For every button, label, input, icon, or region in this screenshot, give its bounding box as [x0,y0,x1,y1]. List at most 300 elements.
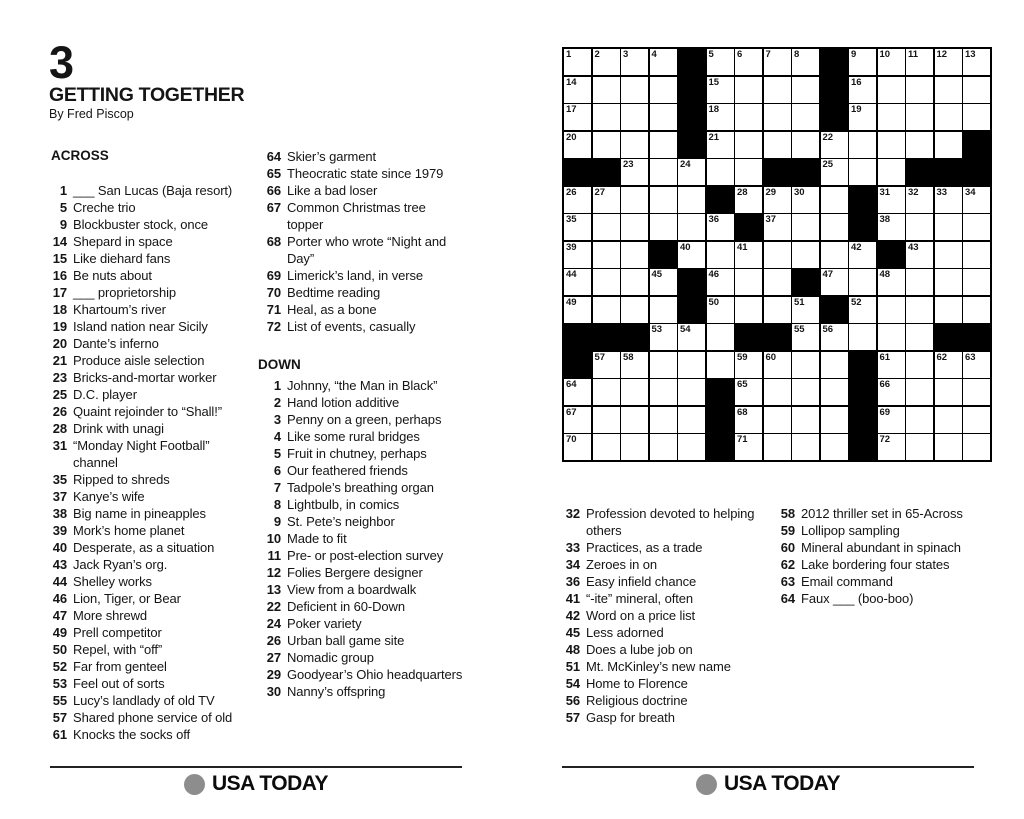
grid-cell-number: 37 [765,214,777,225]
grid-cell [678,434,705,460]
clue-text: Lightbulb, in comics [287,497,400,512]
grid-cell-number: 66 [879,379,891,390]
grid-cell [564,214,591,240]
grid-cell-number: 47 [822,269,834,280]
clue-number: 72 [266,319,281,334]
clue-text: Profession devoted to helping others [586,506,755,538]
clue-number: 30 [266,684,281,699]
clue-item [51,352,251,369]
clue-number: 5 [59,200,67,215]
grid-cell-black [792,269,819,295]
usatoday-logo-text: USA TODAY [723,772,841,795]
clue-text: Goodyear’s Ohio headquarters [287,667,463,682]
grid-cell [935,187,962,213]
grid-cell-number: 21 [708,131,720,143]
grid-cell [650,297,677,323]
clue-item [258,581,463,598]
grid-cell [792,104,819,130]
clue-text: Lucy’s landlady of old TV [73,693,215,708]
grid-cell [906,434,933,460]
usatoday-logo-left [50,772,462,796]
clue-number: 43 [52,557,67,572]
grid-cell [878,104,905,130]
grid-cell-number: 68 [737,406,748,418]
clue-item [772,539,1010,556]
grid-cell-number: 45 [651,269,663,280]
grid-cell-number: 48 [879,269,891,280]
clue-number: 6 [273,463,281,478]
grid-cell [906,77,933,103]
clue-number: 4 [273,429,281,444]
clue-item [51,369,251,386]
grid-cell [963,407,990,433]
clue-text: Bedtime reading [287,285,381,300]
clue-item [51,624,251,641]
grid-cell [764,434,791,460]
grid-cell [935,242,962,268]
grid-cell [707,297,734,323]
grid-cell [593,269,620,295]
grid-cell-number: 35 [566,214,577,225]
clue-text: Tadpole’s breathing organ [287,480,434,495]
grid-cell [593,132,620,158]
grid-cell [878,269,905,295]
usatoday-globe-icon [184,774,205,795]
grid-cell-black [678,104,705,130]
clue-text: D.C. player [73,387,137,402]
clue-number: 67 [266,200,281,215]
grid-cell [564,132,591,158]
grid-cell [792,187,819,213]
grid-cell [935,104,962,130]
clue-item [258,394,463,411]
clue-text: Religious doctrine [586,693,688,708]
grid-cell-number: 49 [566,296,577,308]
clue-number: 46 [52,591,67,606]
grid-cell [878,324,905,350]
grid-cell-number: 38 [879,214,891,225]
clue-text: Kanye’s wife [73,489,145,504]
clue-text: Ripped to shreds [73,472,170,487]
grid-cell-number: 11 [908,49,919,60]
grid-cell-black [564,352,591,378]
clue-item [561,641,779,658]
grid-cell [849,77,876,103]
grid-cell [792,214,819,240]
clue-text: Desperate, as a situation [73,540,215,555]
clue-text: Theocratic state since 1979 [287,166,444,181]
clue-item [258,598,463,615]
grid-cell [792,242,819,268]
clue-text: Far from genteel [73,659,167,674]
grid-cell [963,104,990,130]
grid-cell [792,407,819,433]
grid-cell-black [707,379,734,405]
grid-cell [906,132,933,158]
grid-cell [678,242,705,268]
grid-cell [564,407,591,433]
clue-number: 28 [52,421,67,436]
clue-item [258,377,463,394]
clue-item [258,615,463,632]
clue-text: Lion, Tiger, or Bear [73,591,181,606]
grid-cell-number: 33 [936,186,948,198]
clue-number: 54 [565,676,580,691]
grid-cell-black [678,297,705,323]
grid-cell-number: 7 [765,49,771,60]
grid-cell [792,77,819,103]
clue-number: 61 [52,727,67,742]
grid-cell-number: 5 [708,49,714,60]
grid-cell [878,187,905,213]
clue-item [258,547,463,564]
clue-number: 55 [52,693,67,708]
clue-item [258,267,463,284]
grid-cell-number: 30 [794,186,805,198]
clue-number: 9 [59,217,67,232]
grid-cell-number: 50 [708,296,720,308]
grid-cell [821,352,848,378]
clue-number: 20 [52,336,67,351]
across-heading: ACROSS [51,148,109,163]
grid-cell [792,49,819,75]
grid-cell [650,49,677,75]
grid-cell [878,49,905,75]
clue-item [258,284,463,301]
clue-text: Less adorned [586,625,664,640]
grid-cell-number: 17 [566,104,577,115]
grid-cell [621,379,648,405]
clue-number: 49 [52,625,67,640]
clue-number: 27 [266,650,281,665]
grid-cell [935,77,962,103]
grid-cell-black [963,324,990,350]
grid-cell-number: 39 [566,241,577,253]
clue-item [51,692,251,709]
clue-item [772,590,1010,607]
clue-text: Mork’s home planet [73,523,185,538]
grid-cell [678,159,705,185]
clue-text: View from a boardwalk [287,582,417,597]
clue-number: 50 [52,642,67,657]
grid-cell [735,132,762,158]
grid-cell-number: 53 [651,324,663,335]
right-clue-column-1 [561,505,779,726]
grid-cell-number: 15 [708,76,720,88]
grid-cell [935,49,962,75]
grid-cell [621,269,648,295]
grid-cell [621,434,648,460]
grid-cell [593,407,620,433]
clue-text: Creche trio [73,200,136,215]
grid-cell [650,407,677,433]
grid-cell-number: 62 [936,351,948,363]
grid-cell-black [735,214,762,240]
clue-text: Shepard in space [73,234,173,249]
clue-number: 5 [273,446,281,461]
grid-cell [764,379,791,405]
grid-cell [906,269,933,295]
clue-number: 31 [52,438,67,453]
grid-cell-number: 60 [765,351,777,363]
clue-item [561,675,779,692]
clue-item [51,726,251,743]
clue-text: St. Pete’s neighbor [287,514,395,529]
grid-cell [792,352,819,378]
clue-number: 10 [266,531,281,546]
clue-number: 37 [52,489,67,504]
grid-cell [821,132,848,158]
clue-text: Quaint rejoinder to “Shall!” [73,404,222,419]
grid-cell [963,242,990,268]
clue-item [51,318,251,335]
down-heading: DOWN [258,357,301,372]
right-footer-rule [562,766,974,768]
clue-text: 2012 thriller set in 65-Across [801,506,963,521]
clue-text: Blockbuster stock, once [73,217,208,232]
grid-cell-number: 20 [566,131,577,143]
grid-cell [650,77,677,103]
clue-number: 26 [52,404,67,419]
clue-item [258,564,463,581]
grid-cell-number: 67 [566,406,577,418]
grid-cell-black [707,434,734,460]
grid-cell-number: 63 [965,351,976,363]
grid-cell-black [678,269,705,295]
clue-text: ___ proprietorship [73,285,176,300]
clue-number: 39 [52,523,67,538]
grid-cell [707,104,734,130]
grid-cell [650,434,677,460]
clue-text: Drink with unagi [73,421,164,436]
clue-text: Practices, as a trade [586,540,703,555]
clue-item [561,505,779,539]
grid-cell [878,214,905,240]
clue-number: 12 [266,565,281,580]
grid-cell [564,434,591,460]
right-clue-column-2 [772,505,1010,607]
clue-text: Easy infield chance [586,574,697,589]
grid-cell [735,379,762,405]
clue-item [258,301,463,318]
clue-item [561,556,779,573]
clue-text: Mt. McKinley’s new name [586,659,731,674]
grid-cell [735,434,762,460]
grid-cell [849,242,876,268]
grid-cell [593,297,620,323]
clue-item [258,428,463,445]
grid-cell [650,352,677,378]
crossword-grid [562,47,992,462]
grid-cell [764,242,791,268]
clue-text: Made to fit [287,531,347,546]
grid-cell-black [735,324,762,350]
grid-cell [963,77,990,103]
clue-number: 59 [780,523,795,538]
clue-item [51,250,251,267]
grid-cell [821,324,848,350]
grid-cell [707,324,734,350]
grid-cell [792,324,819,350]
grid-cell-number: 22 [822,131,834,143]
grid-cell [593,104,620,130]
grid-cell [821,407,848,433]
grid-cell-black [792,159,819,185]
clue-text: Email command [801,574,893,589]
grid-cell-black [564,159,591,185]
clue-text: Jack Ryan’s org. [73,557,168,572]
clue-item [772,573,1010,590]
clue-number: 14 [52,234,67,249]
clue-number: 44 [52,574,67,589]
clue-text: Be nuts about [73,268,152,283]
grid-cell [621,214,648,240]
clue-item [258,411,463,428]
clue-text: Penny on a green, perhaps [287,412,442,427]
grid-cell-number: 10 [879,49,891,60]
clue-text: Limerick’s land, in verse [287,268,423,283]
grid-cell [593,352,620,378]
clue-item [258,165,463,182]
clue-number: 64 [266,149,281,164]
grid-cell-black [821,77,848,103]
clue-item [51,539,251,556]
clue-text: Common Christmas tree topper [287,200,426,232]
clue-item [258,530,463,547]
clue-text: Prell competitor [73,625,162,640]
clue-item [258,199,463,233]
grid-cell [764,352,791,378]
grid-cell [707,242,734,268]
clue-number: 38 [52,506,67,521]
grid-cell-number: 69 [879,406,891,418]
clue-number: 57 [565,710,580,725]
clue-text: Mineral abundant in spinach [801,540,961,555]
clue-text: Porter who wrote “Night and Day” [287,234,447,266]
grid-cell [650,269,677,295]
clue-number: 69 [266,268,281,283]
grid-cell-black [821,49,848,75]
grid-cell [593,49,620,75]
grid-cell-number: 23 [623,159,634,170]
clue-text: Big name in pineapples [73,506,206,521]
clue-item [51,403,251,420]
clue-text: Heal, as a bone [287,302,377,317]
grid-cell-black [707,187,734,213]
grid-cell [621,49,648,75]
grid-cell [593,379,620,405]
clue-item [258,445,463,462]
grid-cell [735,77,762,103]
grid-cell-number: 59 [737,351,748,363]
clue-item [51,335,251,352]
grid-cell [792,434,819,460]
clue-number: 8 [273,497,281,512]
grid-cell [849,297,876,323]
grid-cell-number: 2 [594,49,600,60]
grid-cell-number: 14 [566,76,577,88]
grid-cell-black [678,132,705,158]
clue-item [561,573,779,590]
grid-cell [735,407,762,433]
clue-text: Fruit in chutney, perhaps [287,446,427,461]
clue-item [258,318,463,335]
clue-text: List of events, casually [287,319,416,334]
grid-cell [906,104,933,130]
grid-cell-black [849,214,876,240]
clue-text: Skier’s garment [287,149,377,164]
clue-text: More shrewd [73,608,148,623]
clue-text: “-ite” mineral, often [586,591,693,606]
grid-cell [735,159,762,185]
clue-number: 40 [52,540,67,555]
grid-cell [621,407,648,433]
puzzle-number: 3 [49,37,74,88]
clue-item [51,284,251,301]
grid-cell-number: 31 [879,186,891,198]
clue-item [51,641,251,658]
clue-item [258,683,463,700]
grid-cell [764,49,791,75]
grid-cell-number: 58 [623,351,634,363]
grid-cell [821,159,848,185]
grid-cell-number: 57 [594,351,606,363]
clue-item [258,632,463,649]
clue-text: Nanny’s offspring [287,684,386,699]
clue-number: 29 [266,667,281,682]
grid-cell [849,159,876,185]
down-clues-list-1 [258,377,463,700]
clue-item [561,709,779,726]
grid-cell [849,324,876,350]
grid-cell [878,297,905,323]
grid-cell-number: 27 [594,186,606,198]
grid-cell [935,407,962,433]
grid-cell [849,269,876,295]
clue-number: 22 [266,599,281,614]
grid-cell [963,434,990,460]
grid-cell [678,352,705,378]
clue-text: Zeroes in on [586,557,658,572]
grid-cell [650,214,677,240]
clue-number: 15 [52,251,67,266]
clue-item [772,556,1010,573]
clue-text: Johnny, “the Man in Black” [287,378,438,393]
clue-text: Like some rural bridges [287,429,420,444]
grid-cell-black [707,407,734,433]
clue-number: 7 [273,480,281,495]
clue-item [258,479,463,496]
grid-cell [821,242,848,268]
clue-number: 25 [52,387,67,402]
puzzle-title: GETTING TOGETHER [49,84,245,106]
grid-cell-number: 44 [566,269,577,280]
grid-cell [878,379,905,405]
grid-cell [621,104,648,130]
clue-text: Bricks-and-mortar worker [73,370,217,385]
clue-item [51,556,251,573]
clue-item [51,437,251,471]
clue-item [258,496,463,513]
grid-cell [906,324,933,350]
grid-cell [963,352,990,378]
clue-number: 16 [52,268,67,283]
clue-item [258,233,463,267]
grid-cell [678,407,705,433]
grid-cell-black [906,159,933,185]
grid-cell-black [849,379,876,405]
clue-number: 33 [565,540,580,555]
